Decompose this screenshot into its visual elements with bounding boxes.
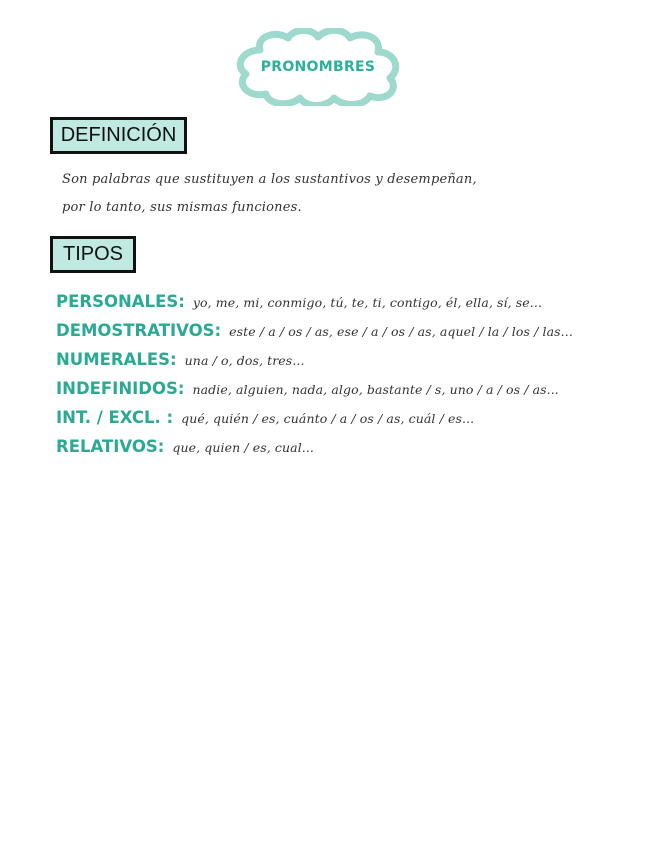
tipo-examples: nadie, alguien, nada, algo, bastante / s, uno / a / os / as... xyxy=(192,382,559,397)
definicion-line: Son palabras que sustituyen a los sustantivos y desempeñan, xyxy=(62,172,477,187)
tipo-examples: que, quien / es, cual... xyxy=(172,440,315,455)
tipo-examples: este / a / os / as, ese / a / os / as, aquel / la / los / las... xyxy=(229,324,573,339)
tipo-examples: yo, me, mi, conmigo, tú, te, ti, contigo, él, ella, sí, se... xyxy=(192,295,543,310)
definicion-line: por lo tanto, sus mismas funciones. xyxy=(62,200,302,215)
tipo-label: INDEFINIDOS: xyxy=(56,379,185,398)
tipo-row-numerales xyxy=(56,350,636,379)
tipo-label: PERSONALES: xyxy=(56,292,185,311)
definicion-text xyxy=(62,166,582,222)
tipo-label: INT. / EXCL. : xyxy=(56,408,174,427)
tipo-row-relativos xyxy=(56,437,636,466)
tipo-label: NUMERALES: xyxy=(56,350,177,369)
page-title: PRONOMBRES xyxy=(260,59,376,75)
tipo-row-int-excl xyxy=(56,408,636,437)
tipo-row-demostrativos xyxy=(56,321,636,350)
tipos-list xyxy=(56,292,636,466)
title-cloud xyxy=(230,28,406,106)
definicion-heading: DEFINICIÓN xyxy=(50,117,187,154)
tipo-examples: qué, quién / es, cuánto / a / os / as, cuál / es... xyxy=(181,411,475,426)
tipo-row-indefinidos xyxy=(56,379,636,408)
tipo-row-personales xyxy=(56,292,636,321)
tipos-heading: TIPOS xyxy=(50,236,136,273)
tipo-label: DEMOSTRATIVOS: xyxy=(56,321,222,340)
tipo-label: RELATIVOS: xyxy=(56,437,165,456)
tipo-examples: una / o, dos, tres... xyxy=(184,353,305,368)
